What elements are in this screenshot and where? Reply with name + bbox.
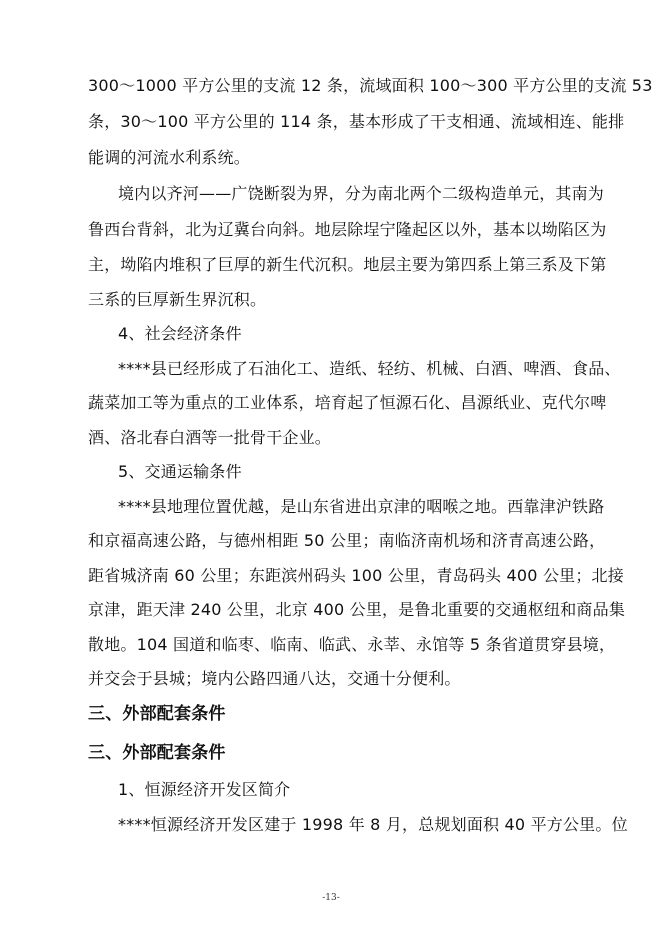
transport-line-2: 和京福高速公路，与德州相距 50 公里；南临济南机场和济青高速公路， <box>88 531 606 550</box>
rivers-line-2: 条，30～100 平方公里的 114 条，基本形成了干支相通、流域相连、能排 <box>88 112 625 131</box>
page-number: -13- <box>322 893 340 903</box>
heading-external-conditions-repeat: 三、外部配套条件 <box>88 743 226 763</box>
section-4-title: 4、社会经济条件 <box>118 324 242 343</box>
economy-line-1: ****县已经形成了石油化工、造纸、轻纺、机械、白酒、啤酒、食品、 <box>118 359 621 378</box>
section-5-title: 5、交通运输条件 <box>118 462 242 481</box>
devzone-line-1: ****恒源经济开发区建于 1998 年 8 月，总规划面积 40 平方公里。位 <box>118 815 628 834</box>
economy-line-2: 蔬菜加工等为重点的工业体系，培育起了恒源石化、昌源纸业、克代尔啤 <box>88 393 607 412</box>
rivers-line-1: 300～1000 平方公里的支流 12 条，流域面积 100～300 平方公里的支流 53 <box>88 76 653 95</box>
transport-line-3: 距省城济南 60 公里；东距滨州码头 100 公里，青岛码头 400 公里；北接 <box>88 566 624 585</box>
heading-external-conditions: 三、外部配套条件 <box>88 704 226 724</box>
geology-line-4: 三系的巨厚新生界沉积。 <box>88 290 267 309</box>
transport-line-4: 京津，距天津 240 公里，北京 400 公里，是鲁北重要的交通枢纽和商品集 <box>88 600 626 619</box>
transport-line-6: 并交会于县城；境内公路四通八达，交通十分便利。 <box>88 669 461 688</box>
geology-line-3: 主，坳陷内堆积了巨厚的新生代沉积。地层主要为第四系上第三系及下第 <box>88 255 607 274</box>
transport-line-1: ****县地理位置优越，是山东省进出京津的咽喉之地。西靠津沪铁路 <box>118 497 605 516</box>
geology-line-2: 鲁西台背斜，北为辽冀台向斜。地层除埕宁隆起区以外，基本以坳陷区为 <box>88 220 607 239</box>
economy-line-3: 酒、洛北春白酒等一批骨干企业。 <box>88 428 332 447</box>
section-1-title: 1、恒源经济开发区简介 <box>118 780 291 799</box>
transport-line-5: 散地。104 国道和临枣、临南、临武、永莘、永馆等 5 条省道贯穿县境， <box>88 635 616 654</box>
geology-line-1: 境内以齐河——广饶断裂为界，分为南北两个二级构造单元，其南为 <box>118 184 605 203</box>
rivers-line-3: 能调的河流水利系统。 <box>88 148 251 167</box>
